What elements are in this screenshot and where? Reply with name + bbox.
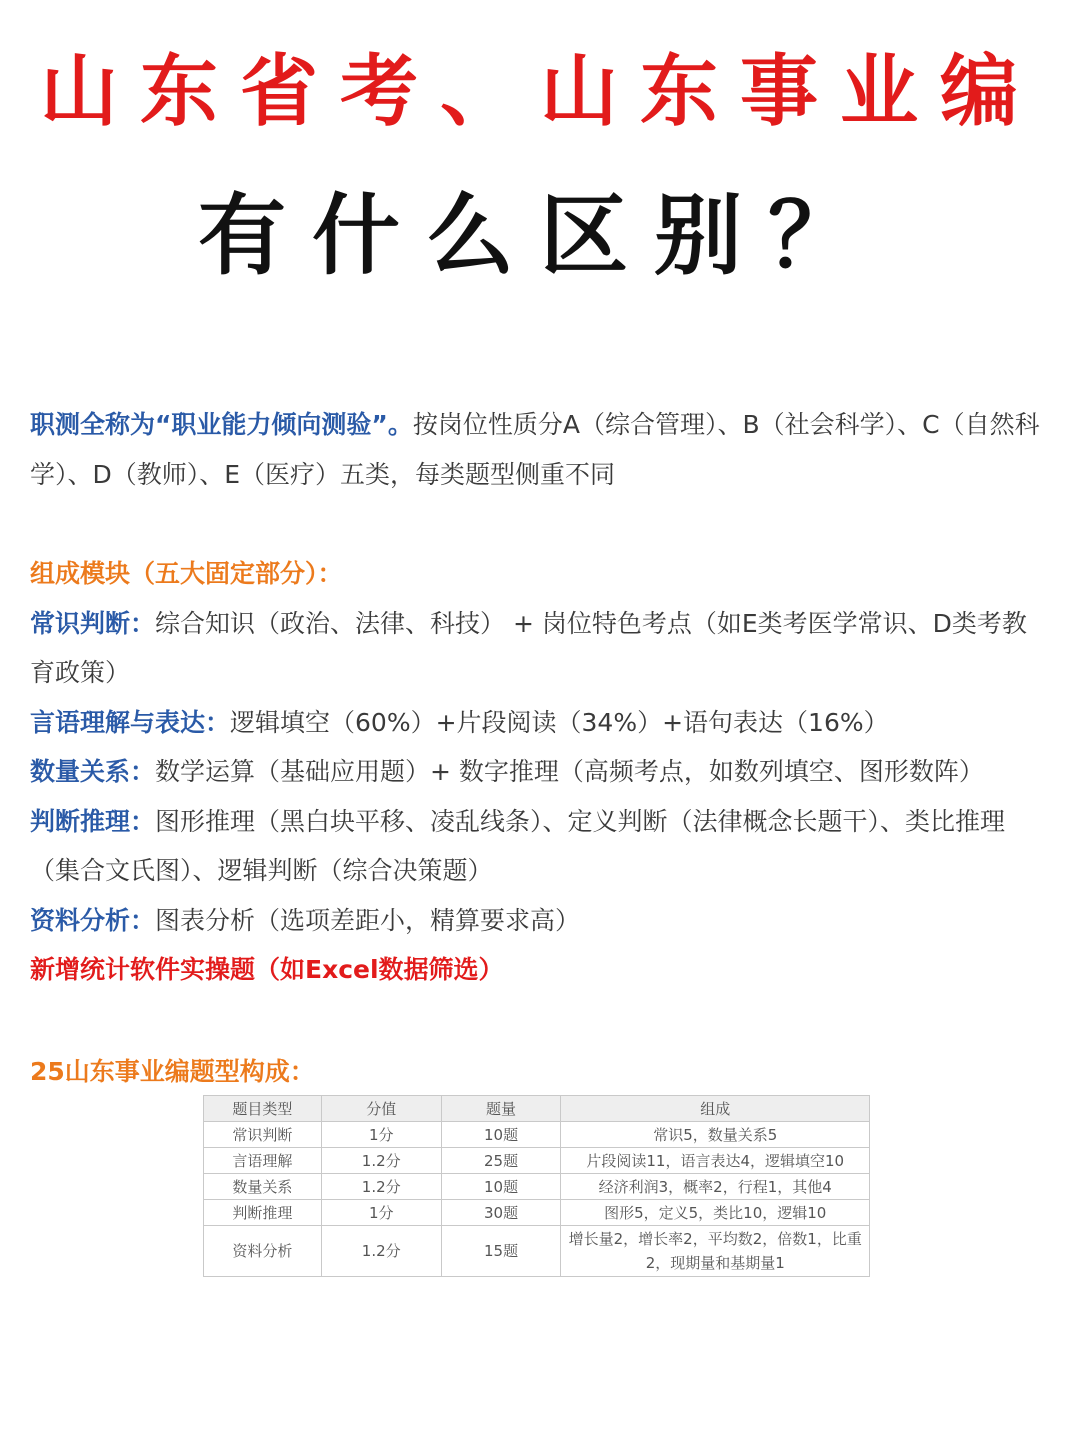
intro-lead: 职测全称为“职业能力倾向测验”。	[30, 410, 413, 439]
table-heading: 25山东事业编题型构成：	[30, 1057, 315, 1086]
module-text: 图表分析（选项差距小，精算要求高）	[155, 905, 581, 935]
module-label: 数量关系：	[30, 757, 156, 786]
modules-heading: 组成模块（五大固定部分）：	[30, 559, 343, 588]
table-row	[204, 1122, 870, 1148]
cell-count: 25题	[441, 1148, 561, 1174]
module-item	[30, 599, 1045, 698]
cell-composition: 图形5，定义5，类比10，逻辑10	[561, 1200, 870, 1226]
page-title-line-2: 有什么区别？	[197, 183, 882, 287]
table-row	[204, 1200, 870, 1226]
cell-type: 常识判断	[204, 1122, 322, 1148]
cell-count: 15题	[441, 1226, 561, 1277]
cell-type: 数量关系	[204, 1174, 322, 1200]
cell-score: 1分	[321, 1122, 441, 1148]
module-item	[30, 747, 1045, 797]
module-item	[30, 896, 1045, 995]
table-row	[204, 1226, 870, 1277]
module-text: 数学运算（基础应用题）+ 数字推理（高频考点，如数列填空、图形数阵）	[155, 757, 984, 786]
intro-paragraph	[30, 400, 1045, 499]
cell-score: 1.2分	[321, 1148, 441, 1174]
intro-text: 按岗位性质分A（综合管理）、B（社会科学）、C（自然科学）、D（教师）、E（医疗）五类，每类题型侧重不同	[30, 410, 1040, 489]
module-label: 常识判断：	[30, 608, 156, 638]
module-label: 判断推理：	[30, 806, 156, 836]
table-header-row	[204, 1096, 870, 1122]
header-composition: 组成	[561, 1096, 870, 1122]
module-text: 综合知识（政治、法律、科技） + 岗位特色考点（如E类考医学常识、D类考教育政策）	[30, 608, 1027, 687]
module-label: 资料分析：	[30, 905, 156, 935]
module-label: 言语理解与表达：	[30, 707, 231, 737]
cell-composition: 片段阅读11，语言表达4，逻辑填空10	[561, 1148, 870, 1174]
table-row	[204, 1174, 870, 1200]
table-row	[204, 1148, 870, 1174]
header-type: 题目类型	[204, 1096, 322, 1122]
cell-count: 10题	[441, 1174, 561, 1200]
cell-composition: 增长量2，增长率2，平均数2，倍数1，比重2，现期量和基期量1	[561, 1226, 870, 1277]
cell-composition: 常识5，数量关系5	[561, 1122, 870, 1148]
header-score: 分值	[321, 1096, 441, 1122]
cell-score: 1.2分	[321, 1174, 441, 1200]
cell-composition: 经济利润3，概率2，行程1，其他4	[561, 1174, 870, 1200]
module-text: 逻辑填空（60%）+片段阅读（34%）+语句表达（16%）	[230, 707, 889, 737]
cell-type: 判断推理	[204, 1200, 322, 1226]
article-body	[30, 400, 1045, 995]
module-item	[30, 797, 1045, 896]
module-text: 图形推理（黑白块平移、凌乱线条）、定义判断（法律概念长题干）、类比推理（集合文氏图）、逻辑判断（综合决策题）	[30, 806, 1006, 885]
cell-count: 30题	[441, 1200, 561, 1226]
module-item	[30, 698, 1045, 748]
page-title-line-1: 山东省考、山东事业编	[39, 46, 1040, 137]
cell-score: 1分	[321, 1200, 441, 1226]
cell-score: 1.2分	[321, 1226, 441, 1277]
cell-type: 言语理解	[204, 1148, 322, 1174]
cell-type: 资料分析	[204, 1226, 322, 1277]
cell-count: 10题	[441, 1122, 561, 1148]
header-count: 题量	[441, 1096, 561, 1122]
question-type-table	[203, 1095, 870, 1277]
module-highlight: 新增统计软件实操题（如Excel数据筛选）	[30, 955, 504, 984]
